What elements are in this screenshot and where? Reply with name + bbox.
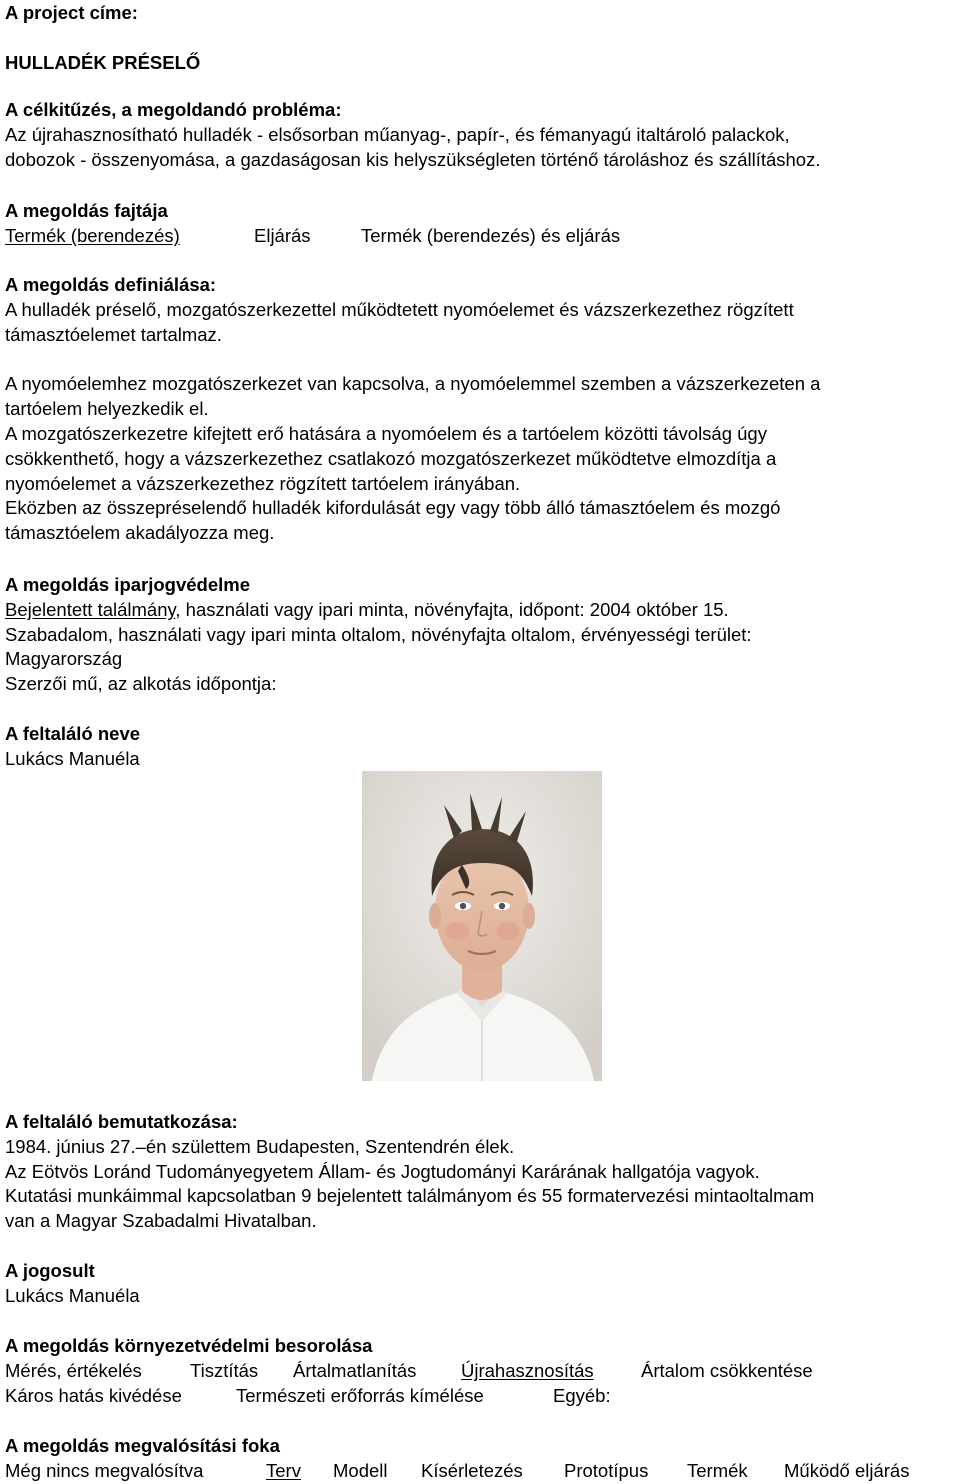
- stage-section: [5, 1434, 952, 1484]
- definition-section: [5, 273, 952, 546]
- solution-type-section: [5, 199, 952, 249]
- definition-line: tartóelem helyezkedik el.: [5, 398, 209, 420]
- inventor-photo: [362, 771, 602, 1081]
- inventor-section: [5, 722, 952, 772]
- stage-options: [5, 1459, 952, 1484]
- stage-option: Modell: [333, 1459, 388, 1481]
- env-heading: A megoldás környezetvédelmi besorolása: [5, 1335, 373, 1356]
- ip-heading: A megoldás iparjogvédelme: [5, 574, 251, 595]
- inventor-name: Lukács Manuéla: [5, 747, 140, 769]
- owner-section: [5, 1259, 952, 1309]
- goal-section: [5, 98, 952, 172]
- intro-heading: A feltaláló bemutatkozása:: [5, 1111, 238, 1132]
- definition-line: A mozgatószerkezetre kifejtett erő hatására a nyomóelem és a tartóelem közötti távolság úgy: [5, 422, 767, 444]
- goal-line: Az újrahasznosítható hulladék - elsősorban műanyag-, papír-, és fémanyagú italtároló palackok,: [5, 123, 790, 145]
- goal-line: dobozok - összenyomása, a gazdaságosan kis helyszükségleten történő tároláshoz és szállításhoz.: [5, 148, 821, 170]
- env-option-selected: Újrahasznosítás: [461, 1359, 594, 1381]
- project-title-label-text: A project címe:: [5, 2, 138, 23]
- intro-section: [5, 1110, 952, 1234]
- definition-line: támasztóelemet tartalmaz.: [5, 323, 222, 345]
- project-title-label: [5, 1, 952, 26]
- env-option: Mérés, értékelés: [5, 1359, 142, 1381]
- project-title-text: HULLADÉK PRÉSELŐ: [5, 52, 201, 73]
- intro-line: 1984. június 27.–én születtem Budapesten, Szentendrén élek.: [5, 1135, 515, 1157]
- solution-type-option: Eljárás: [254, 224, 311, 246]
- definition-line: A nyomóelemhez mozgatószerkezet van kapcsolva, a nyomóelemmel szemben a vázszerkezeten a: [5, 373, 821, 395]
- stage-option-selected: Terv: [266, 1459, 301, 1481]
- env-row-2: [5, 1384, 952, 1409]
- env-option: Ártalom csökkentése: [641, 1359, 813, 1381]
- stage-option: Kísérletezés: [421, 1459, 523, 1481]
- env-row-1: [5, 1359, 952, 1384]
- intro-line: van a Magyar Szabadalmi Hivatalban.: [5, 1210, 317, 1232]
- ip-section: [5, 573, 952, 697]
- solution-type-option: Termék (berendezés) és eljárás: [361, 224, 621, 246]
- ip-line: Szabadalom, használati vagy ipari minta oltalom, növényfajta oltalom, érvényességi terület:: [5, 623, 752, 645]
- solution-type-heading: A megoldás fajtája: [5, 200, 168, 221]
- ip-line-rest: , használati vagy ipari minta, növényfajta, időpont: 2004 október 15.: [175, 598, 729, 620]
- env-option: Természeti erőforrás kímélése: [236, 1384, 484, 1406]
- inventor-heading: A feltaláló neve: [5, 723, 141, 744]
- env-option: Ártalmatlanítás: [293, 1359, 417, 1381]
- env-option: Tisztítás: [190, 1359, 259, 1381]
- goal-heading: A célkitűzés, a megoldandó probléma:: [5, 99, 342, 120]
- stage-heading: A megoldás megvalósítási foka: [5, 1435, 280, 1456]
- intro-line: Az Eötvös Loránd Tudományegyetem Állam- és Jogtudományi Karárának hallgatója vagyok.: [5, 1160, 760, 1182]
- stage-option: Még nincs megvalósítva: [5, 1459, 204, 1481]
- definition-line: támasztóelem akadályozza meg.: [5, 522, 275, 544]
- env-option: Káros hatás kivédése: [5, 1384, 182, 1406]
- ip-selected-option: Bejelentett találmány: [5, 598, 176, 620]
- definition-line: csökkenthető, hogy a vázszerkezethez csatlakozó mozgatószerkezet működtetve elmozdítja a: [5, 447, 777, 469]
- ip-line: Magyarország: [5, 648, 123, 670]
- owner-name: Lukács Manuéla: [5, 1284, 140, 1306]
- solution-type-options: [5, 224, 952, 249]
- project-title: [5, 51, 952, 76]
- definition-line: A hulladék préselő, mozgatószerkezettel működtetett nyomóelemet és vázszerkezethez rögzített: [5, 298, 794, 320]
- env-option: Egyéb:: [553, 1384, 611, 1406]
- env-section: [5, 1334, 952, 1409]
- solution-type-option-selected: Termék (berendezés): [5, 224, 180, 246]
- stage-option: Működő eljárás: [784, 1459, 910, 1481]
- owner-heading: A jogosult: [5, 1260, 95, 1281]
- intro-line: Kutatási munkáimmal kapcsolatban 9 bejelentett találmányom és 55 formatervezési mintaoltalmam: [5, 1185, 815, 1207]
- definition-line: Eközben az összepréselendő hulladék kifordulását egy vagy több álló támasztóelem és mozgó: [5, 497, 781, 519]
- portrait-image: [362, 771, 602, 1081]
- ip-line: Szerzői mű, az alkotás időpontja:: [5, 673, 277, 695]
- definition-line: nyomóelemet a vázszerkezethez rögzített tartóelem irányában.: [5, 472, 521, 494]
- stage-option: Termék: [687, 1459, 748, 1481]
- definition-heading: A megoldás definiálása:: [5, 274, 217, 295]
- stage-option: Prototípus: [564, 1459, 649, 1481]
- ip-line: [5, 598, 952, 623]
